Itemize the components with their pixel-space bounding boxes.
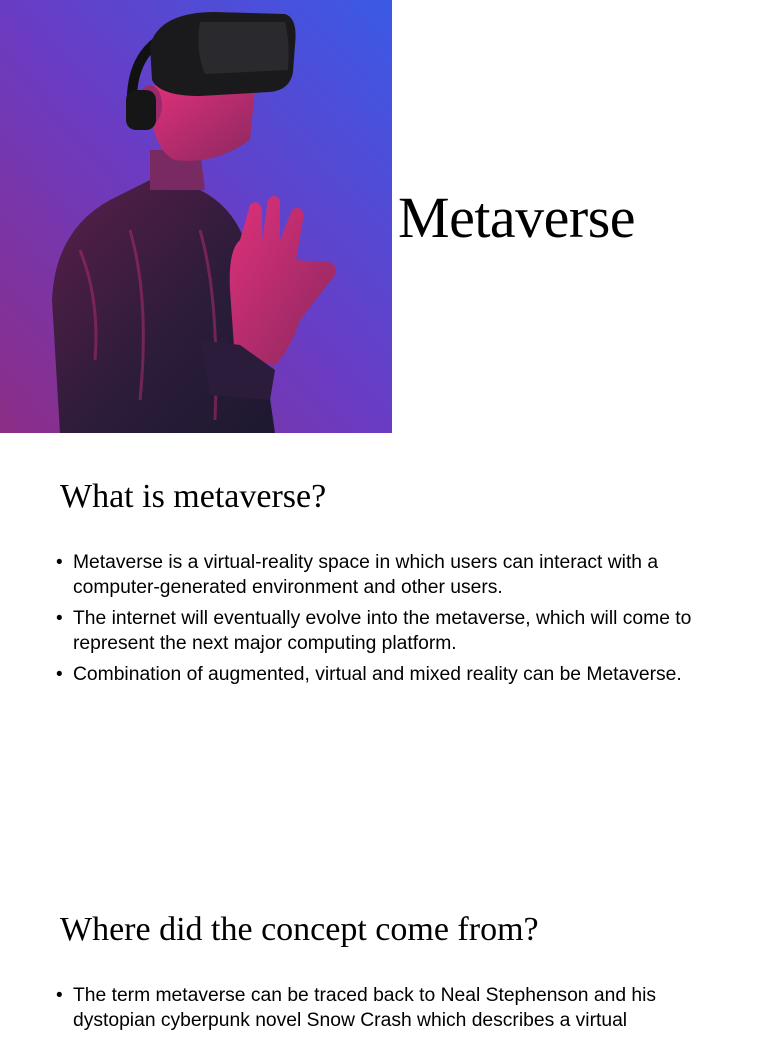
list-item xyxy=(56,550,716,600)
section-heading-what-is: What is metaverse? xyxy=(60,478,327,515)
bullet-text: The internet will eventually evolve into the metaverse, which will come to represent the next major computing platform. xyxy=(73,608,692,654)
bullet-icon: • xyxy=(56,608,63,629)
bullet-text: Combination of augmented, virtual and mixed reality can be Metaverse. xyxy=(73,664,682,685)
list-item xyxy=(56,662,716,687)
bullet-list-concept-origin xyxy=(56,983,716,1039)
list-item xyxy=(56,983,716,1033)
section-heading-concept-origin: Where did the concept come from? xyxy=(60,911,539,948)
list-item xyxy=(56,606,716,656)
bullet-icon: • xyxy=(56,552,63,573)
bullet-list-what-is xyxy=(56,550,716,693)
bullet-icon: • xyxy=(56,664,63,685)
slide-title: Metaverse xyxy=(398,185,636,250)
bullet-text: Metaverse is a virtual-reality space in which users can interact with a computer-generated environment and other users. xyxy=(73,552,659,598)
bullet-text: The term metaverse can be traced back to Neal Stephenson and his dystopian cyberpunk novel Snow Crash which describes a virtual xyxy=(73,985,657,1031)
vr-headset-person-image xyxy=(0,0,392,433)
bullet-icon: • xyxy=(56,985,63,1006)
